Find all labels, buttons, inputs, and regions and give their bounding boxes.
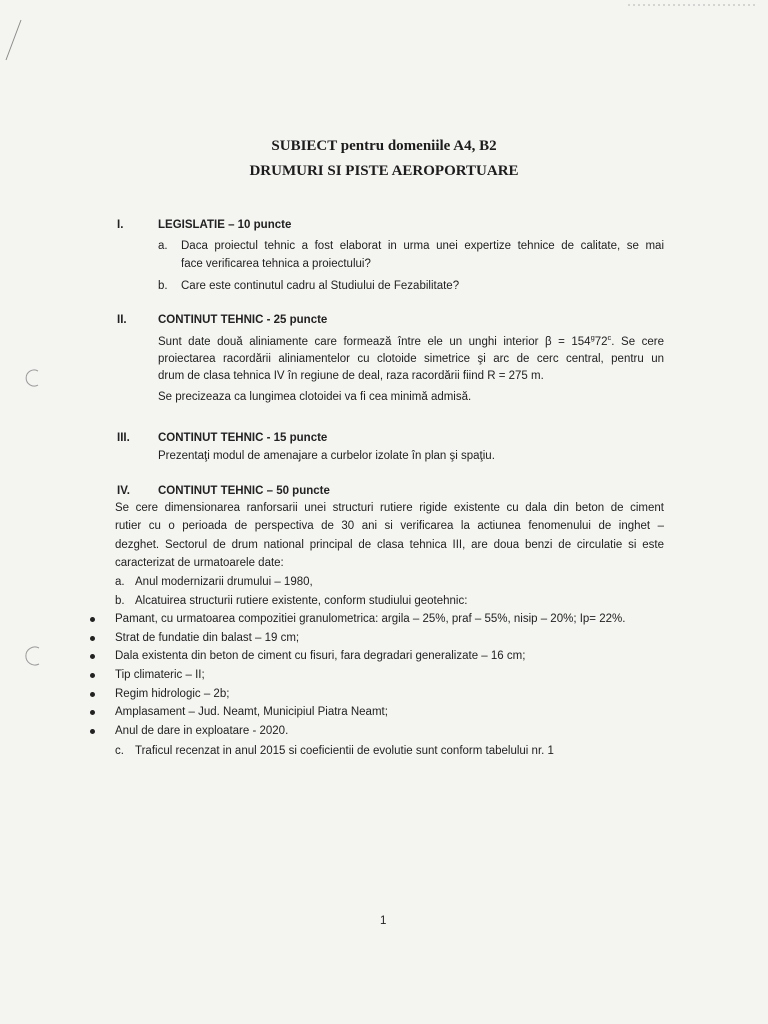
paragraph-line: Se cere dimensionarea ranforsarii unei structuri rutiere rigide existente cu dala din beton de ciment <box>115 502 664 514</box>
paragraph-line <box>158 334 664 351</box>
bullet-icon <box>90 710 95 715</box>
section-4-item-c-marker: c. <box>115 745 124 757</box>
section-2-paragraph <box>158 334 664 385</box>
list-item: Pamant, cu urmatoarea compozitiei granulometrica: argila – 25%, praf – 55%, nisip – 20%; Ip= 22%. <box>115 613 626 625</box>
list-item: Dala existenta din beton de ciment cu fisuri, fara degradari generalizate – 16 cm; <box>115 650 526 662</box>
section-3-heading: CONTINUT TEHNIC - 15 puncte <box>158 432 328 444</box>
section-4-item-b-text: Alcatuirea structurii rutiere existente, conform studiului geotehnic: <box>135 595 468 607</box>
section-4-heading: CONTINUT TEHNIC – 50 puncte <box>158 485 330 497</box>
paragraph-line: dezghet. Sectorul de drum national principal de clasa tehnica III, are doua benzi de circulatie si este <box>115 538 664 551</box>
bullet-icon <box>90 617 95 622</box>
list-item: Amplasament – Jud. Neamt, Municipiul Piatra Neamt; <box>115 706 388 718</box>
section-1-item-a-text <box>181 237 664 273</box>
scan-slash-mark <box>6 20 21 60</box>
section-4-intro <box>115 499 664 572</box>
section-4-item-a-marker: a. <box>115 576 125 588</box>
paragraph-line: drum de clasa tehnica IV în regiune de deal, raza racordării fiind R = 275 m. <box>158 370 544 382</box>
punch-hole-mark-lower <box>26 647 39 665</box>
document-subtitle: DRUMURI SI PISTE AEROPORTUARE <box>249 163 519 179</box>
list-item: Tip climateric – II; <box>115 669 205 681</box>
document-title: SUBIECT pentru domeniile A4, B2 <box>271 138 497 154</box>
paragraph-line: proiectarea racordării aliniamentelor cu clotoide simetrice şi arc de cerc central, pentru un <box>158 353 664 365</box>
sentence-text: . Se cere <box>611 336 664 348</box>
section-1-heading: LEGISLATIE – 10 puncte <box>158 219 292 231</box>
section-1-item-b-marker: b. <box>158 280 168 292</box>
bullet-icon <box>90 729 95 734</box>
section-3-text: Prezentaţi modul de amenajare a curbelor izolate în plan şi spaţiu. <box>158 450 495 462</box>
section-4-item-c-text: Traficul recenzat in anul 2015 si coeficientii de evolutie sunt conform tabelului nr. 1 <box>135 745 554 757</box>
centesimal-superscript: c <box>607 333 612 342</box>
section-4-numeral: IV. <box>117 485 131 497</box>
bullet-icon <box>90 692 95 697</box>
paragraph-line: face verificarea tehnica a proiectului? <box>181 258 371 270</box>
section-2-numeral: II. <box>117 314 127 326</box>
bullet-icon <box>90 673 95 678</box>
section-1-numeral: I. <box>117 219 124 231</box>
section-4-item-a-text: Anul modernizarii drumului – 1980, <box>135 576 313 588</box>
angle-text: Sunt date două aliniamente care formează între ele un unghi interior β = 154 <box>158 336 591 348</box>
angle-minutes: 72 <box>594 336 608 348</box>
section-4-item-b-marker: b. <box>115 595 125 607</box>
section-2-heading: CONTINUT TEHNIC - 25 puncte <box>158 314 328 326</box>
list-item: Regim hidrologic – 2b; <box>115 688 230 700</box>
grade-superscript: g <box>590 333 595 342</box>
page-number: 1 <box>380 915 387 927</box>
section-3-numeral: III. <box>117 432 130 444</box>
bullet-icon <box>90 654 95 659</box>
bullet-icon <box>90 636 95 641</box>
list-item: Strat de fundatie din balast – 19 cm; <box>115 632 300 644</box>
list-item: Anul de dare in exploatare - 2020. <box>115 725 289 737</box>
section-1-item-b-text: Care este continutul cadru al Studiului de Fezabilitate? <box>181 280 460 292</box>
paragraph-line: Daca proiectul tehnic a fost elaborat in urma unei expertize tehnice de calitate, se mai <box>181 240 664 252</box>
paragraph-line: caracterizat de urmatoarele date: <box>115 556 284 569</box>
punch-hole-mark-upper <box>26 370 38 386</box>
section-1-item-a-marker: a. <box>158 240 168 252</box>
paragraph-line: rutier cu o perioada de perspectiva de 30 ani si verificarea la actiunea fenomenului de inghet – <box>115 520 664 533</box>
section-2-note: Se precizeaza ca lungimea clotoidei va fi cea minimă admisă. <box>158 391 472 403</box>
